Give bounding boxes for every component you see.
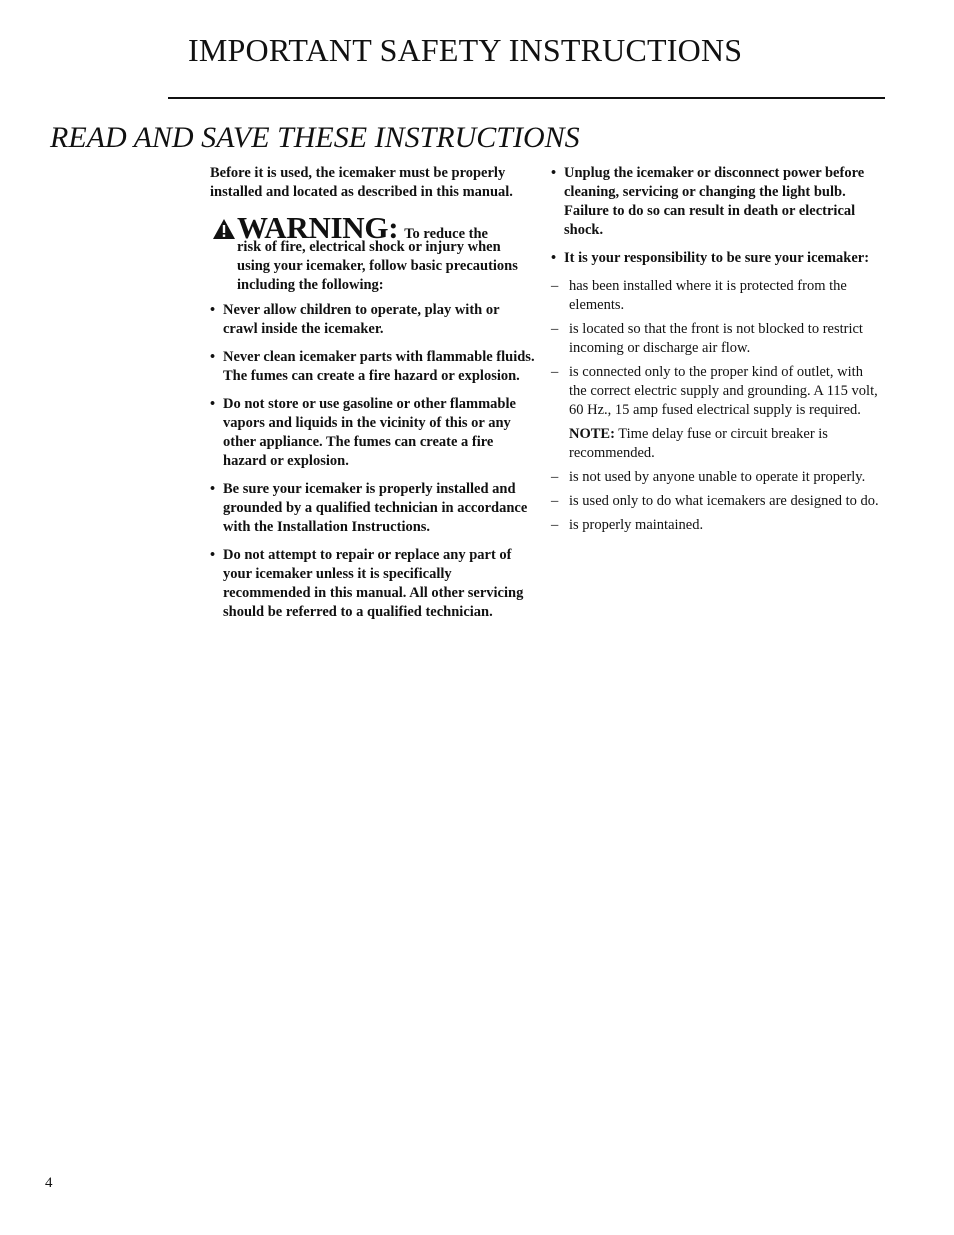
- page-number: 4: [45, 1175, 53, 1191]
- warning-lead-text: To reduce the: [404, 226, 488, 242]
- list-item: • Do not store or use gasoline or other flammable vapors and liquids in the vicinity of this or any other appliance. The fumes can create a fire hazard or explosion.: [210, 395, 535, 471]
- safety-bullet-list: [210, 301, 535, 622]
- requirements-dash-list-continued: [551, 468, 881, 535]
- warning-block: [210, 210, 535, 295]
- list-item: – is properly maintained.: [551, 516, 881, 535]
- list-item: • Never clean icemaker parts with flammable fluids. The fumes can create a fire hazard or explosion.: [210, 348, 535, 386]
- list-item: • Do not attempt to repair or replace any part of your icemaker unless it is specifically recommended in this manual. All other servicing should be referred to a qualified technician.: [210, 546, 535, 622]
- warning-text: risk of fire, electrical shock or injury when using your icemaker, follow basic precautions including the following:: [237, 239, 518, 293]
- list-item: – is located so that the front is not blocked to restrict incoming or discharge air flow.: [551, 320, 881, 358]
- section-subtitle: READ AND SAVE THESE INSTRUCTIONS: [50, 121, 580, 154]
- warning-triangle-icon: [212, 218, 236, 240]
- page-title: IMPORTANT SAFETY INSTRUCTIONS: [188, 32, 743, 68]
- list-item: • Never allow children to operate, play with or crawl inside the icemaker.: [210, 301, 535, 339]
- list-item: • Be sure your icemaker is properly installed and grounded by a qualified technician in accordance with the Installation Instructions.: [210, 480, 535, 537]
- note-paragraph: [551, 425, 881, 463]
- list-item: – is not used by anyone unable to operate it properly.: [551, 468, 881, 487]
- list-item: – is used only to do what icemakers are designed to do.: [551, 492, 881, 511]
- header-divider: [168, 97, 885, 99]
- left-column: [210, 164, 535, 631]
- requirements-dash-list: [551, 277, 881, 420]
- note-text: Time delay fuse or circuit breaker is recommended.: [569, 426, 828, 461]
- list-item: • It is your responsibility to be sure your icemaker:: [551, 249, 881, 268]
- intro-paragraph: Before it is used, the icemaker must be properly installed and located as described in this manual.: [210, 165, 513, 200]
- list-item: – has been installed where it is protected from the elements.: [551, 277, 881, 315]
- right-column: [551, 164, 881, 540]
- note-label: NOTE:: [569, 426, 615, 442]
- responsibility-bullet-list: [551, 164, 881, 268]
- warning-label: WARNING:: [237, 210, 399, 245]
- list-item: – is connected only to the proper kind of outlet, with the correct electric supply and grounding. A 115 volt, 60 Hz., 15 amp fused electrical supply is required.: [551, 363, 881, 420]
- list-item: • Unplug the icemaker or disconnect power before cleaning, servicing or changing the light bulb. Failure to do so can result in death or electrical shock.: [551, 164, 881, 240]
